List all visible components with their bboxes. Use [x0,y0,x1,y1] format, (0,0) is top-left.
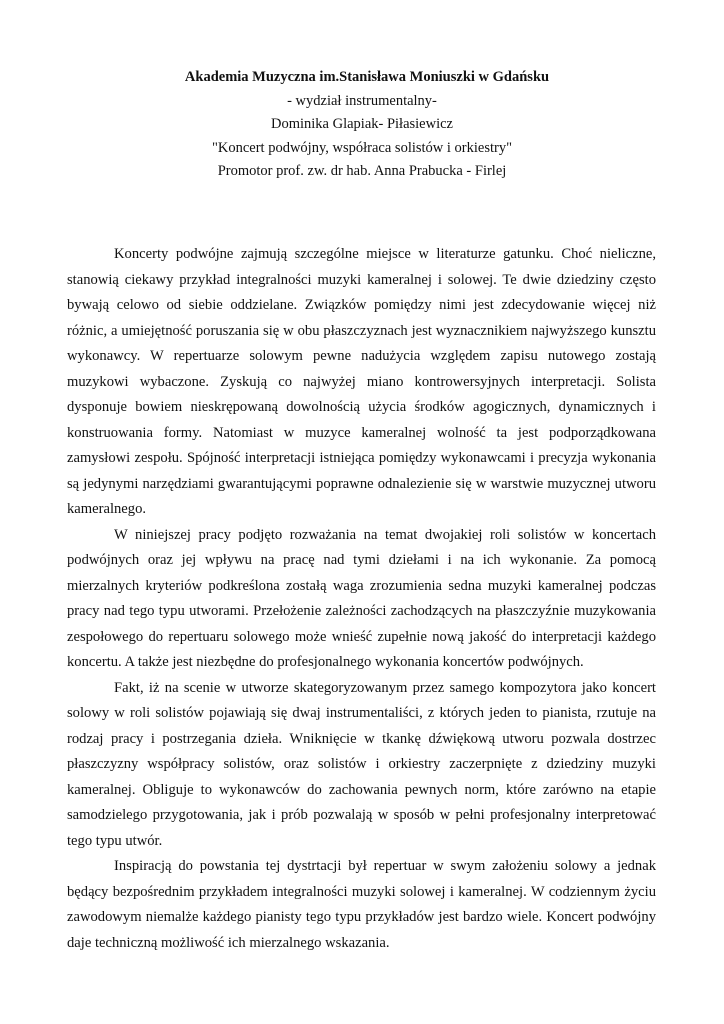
paragraph: Fakt, iż na scenie w utworze skategoryzowanym przez samego kompozytora jako koncert solowy w roli solistów pojawiają się dwaj instrumentaliści, z których jeden to pianista, rzutuje na rodzaj pracy i postrzegania dzieła. Wniknięcie w tkankę dźwiękową utworu pozwala dostrzec płaszczyzny współpracy solistów, oraz solistów i orkiestry zaczerpnięte z dziedziny muzyki kameralnej. Obliguje to wykonawców do zachowania pewnych norm, które zarówno na etapie samodzielego przygotowania, jak i prób pozwalają w sposób w pełni profesjonalny interpretować tego typu utwór. [67,679,656,849]
author-name: Dominika Glapiak- Piłasiewicz [270,116,453,132]
document-body [67,242,656,956]
paragraph: W niniejszej pracy podjęto rozważania na temat dwojakiej roli solistów w koncertach podwójnych oraz jej wpływu na pracę nad tymi dziełami i na ich wykonanie. Za pomocą mierzalnych kryteriów podkreślona zostałą waga zrozumienia sedna muzyki kameralnej podczas pracy nad tego typu utworami. Przełożenie zależności zachodzących na płaszczyźnie muzykowania zespołowego do repertuaru solowego może wnieść zupełnie nową jakość do interpretacji każdego koncertu. A także jest niezbędne do profesjonalnego wykonania koncertów podwójnych. [67,526,656,670]
document-header [0,66,724,184]
department-line: - wydział instrumentalny- [287,92,437,109]
institution-title: Akademia Muzyczna im.Stanisława Moniuszki w Gdańsku [184,69,550,85]
thesis-title: "Koncert podwójny, współraca solistów i orkiestry" [211,139,513,156]
paragraph: Koncerty podwójne zajmują szczególne miejsce w literaturze gatunku. Choć nieliczne, stanowią ciekawy przykład integralności muzyki kameralnej i solowej. Te dwie dziedziny często bywają celowo od siebie oddzielane. Związków pomiędzy nimi jest zdecydowanie więcej niż różnic, a umiejętność poruszania się w obu płaszczyznach jest wyznacznikiem najwyższego kunsztu wykonawcy. W repertuarze solowym pewne nadużycia względem zapisu nutowego zostają muzykowi wybaczone. Zyskują co najwyżej miano kontrowersyjnych interpretacji. Solista dysponuje bowiem nieskrępowaną dowolnością użycia środków agogicznych, dynamicznych i konstruowania formy. Natomiast w muzyce kameralnej wolność ta jest podporządkowana zamysłowi zespołu. Spójność interpretacji istniejąca pomiędzy wykonawcami i precyzja wykonania są jedynymi narzędziami gwarantującymi poprawne odnalezienie się w warstwie muzycznej utworu kameralnego. [67,246,656,517]
paragraph: Inspiracją do powstania tej dystrtacji był repertuar w swym założeniu solowy a jednak będący bezpośrednim przykładem integralności muzyki solowej i kameralnej. W codziennym życiu zawodowym niemalże każdego pianisty tego typu przykładów jest bardzo wiele. Koncert podwójny daje techniczną możliwość ich mierzalnego wskazania. [67,858,656,951]
promoter-line: Promotor prof. zw. dr hab. Anna Prabucka - Firlej [217,163,507,179]
